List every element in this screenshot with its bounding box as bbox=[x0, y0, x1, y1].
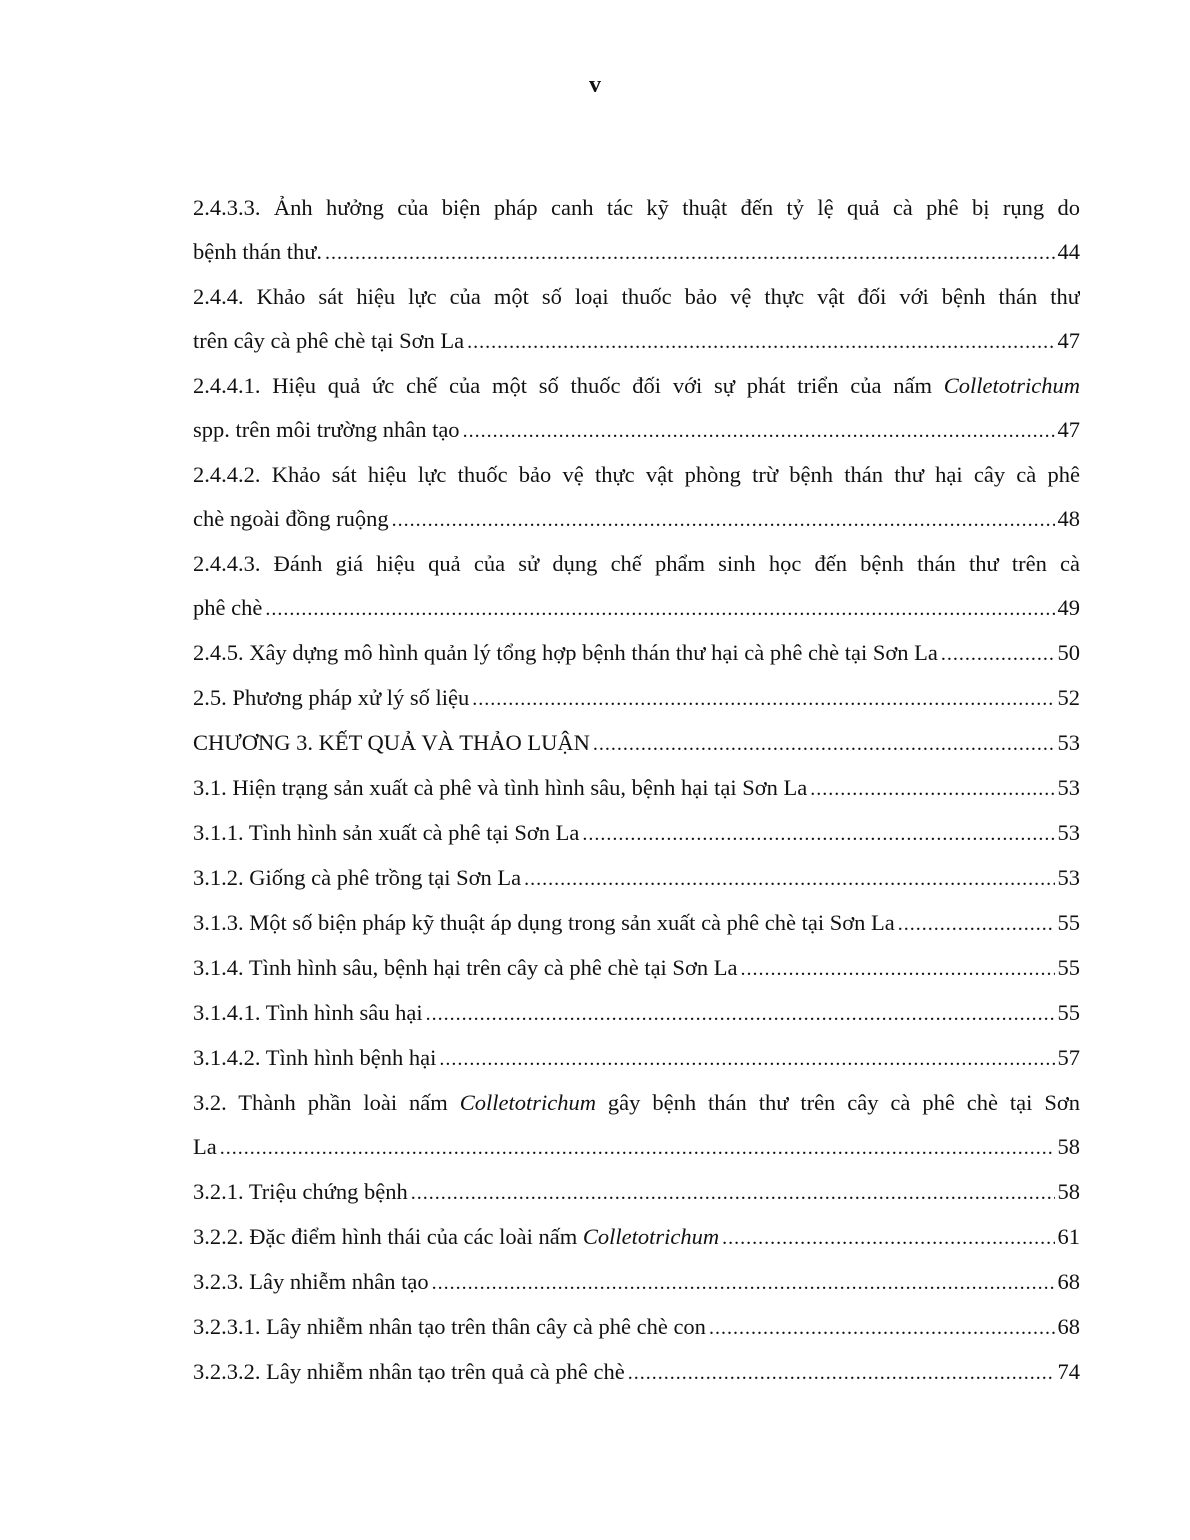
page-number: v bbox=[589, 72, 601, 98]
toc-entry[interactable] bbox=[193, 901, 1080, 946]
toc-entry-title-continuation: trên cây cà phê chè tại Sơn La bbox=[193, 328, 465, 353]
dot-leader bbox=[582, 812, 1054, 856]
dot-leader bbox=[265, 587, 1054, 631]
toc-page-number: 55 bbox=[1057, 910, 1080, 935]
toc-entry-title-line: 2.4.4.3. Đánh giá hiệu quả của sử dụng chế phẩm sinh học đến bệnh thán thư trên cà bbox=[193, 551, 1080, 576]
toc-entry[interactable] bbox=[193, 542, 1080, 631]
dot-leader bbox=[426, 992, 1055, 1036]
dot-leader bbox=[593, 722, 1055, 766]
toc-entry[interactable] bbox=[193, 453, 1080, 542]
toc-entry[interactable] bbox=[193, 991, 1080, 1036]
toc-page-number: 50 bbox=[1057, 640, 1080, 665]
toc-entry-title: 2.4.5. Xây dựng mô hình quản lý tổng hợp bệnh thán thư hại cà phê chè tại Sơn La bbox=[193, 640, 938, 665]
dot-leader bbox=[432, 1261, 1055, 1305]
dot-leader bbox=[463, 409, 1055, 453]
toc-entry-title-line: 2.4.3.3. Ảnh hưởng của biện pháp canh tác kỹ thuật đến tỷ lệ quả cà phê bị rụng do bbox=[193, 195, 1080, 220]
toc-entry-title-continuation: La bbox=[193, 1134, 217, 1159]
toc-entry[interactable] bbox=[193, 721, 1080, 766]
toc-entry[interactable] bbox=[193, 766, 1080, 811]
dot-leader bbox=[439, 1037, 1054, 1081]
toc-page-number: 58 bbox=[1057, 1134, 1080, 1159]
toc-entry-title: 3.1.2. Giống cà phê trồng tại Sơn La bbox=[193, 865, 522, 890]
toc-entry-title: 3.2.3.1. Lây nhiễm nhân tạo trên thân cây cà phê chè con bbox=[193, 1314, 706, 1339]
toc-entry[interactable] bbox=[193, 1215, 1080, 1260]
toc-entry-title-line: 2.4.4. Khảo sát hiệu lực của một số loại thuốc bảo vệ thực vật đối với bệnh thán thư bbox=[193, 284, 1080, 309]
dot-leader bbox=[472, 677, 1054, 721]
toc-entry-title: 3.1.4.1. Tình hình sâu hại bbox=[193, 1000, 423, 1025]
toc-title-italic: Colletotrichum bbox=[943, 373, 1080, 398]
toc-entry[interactable] bbox=[193, 1036, 1080, 1081]
toc-page-number: 44 bbox=[1057, 239, 1080, 264]
toc-title-text: gây bệnh thán thư trên cây cà phê chè tại Sơn bbox=[607, 1090, 1080, 1115]
toc-title-text: 3.2.2. Đặc điểm hình thái của các loài nấm bbox=[193, 1224, 578, 1249]
toc-title-text: 2.4.4.1. Hiệu quả ức chế của một số thuốc đối với sự phát triển của nấm bbox=[193, 373, 932, 398]
toc-entry[interactable] bbox=[193, 1305, 1080, 1350]
toc-entry[interactable] bbox=[193, 1260, 1080, 1305]
dot-leader bbox=[709, 1306, 1055, 1350]
toc-page-number: 53 bbox=[1057, 820, 1080, 845]
toc-entry[interactable] bbox=[193, 1170, 1080, 1215]
toc-page-number: 68 bbox=[1057, 1269, 1080, 1294]
dot-leader bbox=[325, 231, 1054, 275]
dot-leader bbox=[467, 320, 1054, 364]
table-of-contents bbox=[193, 186, 1080, 1395]
toc-title-italic: Colletotrichum bbox=[582, 1224, 720, 1249]
dot-leader bbox=[722, 1216, 1054, 1260]
toc-entry[interactable] bbox=[193, 631, 1080, 676]
toc-entry-title bbox=[193, 1215, 719, 1259]
toc-entry-title: 2.5. Phương pháp xử lý số liệu bbox=[193, 685, 470, 710]
toc-entry[interactable] bbox=[193, 811, 1080, 856]
toc-title-italic: Colletotrichum bbox=[459, 1090, 596, 1115]
toc-entry-title: 3.1.1. Tình hình sản xuất cà phê tại Sơn La bbox=[193, 820, 580, 845]
toc-entry-title-continuation: bệnh thán thư. bbox=[193, 239, 323, 264]
toc-page-number: 48 bbox=[1057, 506, 1080, 531]
toc-page-number: 74 bbox=[1057, 1359, 1080, 1384]
dot-leader bbox=[941, 632, 1055, 676]
toc-title-text: 3.2. Thành phần loài nấm bbox=[193, 1090, 448, 1115]
toc-entry-title: 3.2.3. Lây nhiễm nhân tạo bbox=[193, 1269, 429, 1294]
toc-entry-title-continuation: chè ngoài đồng ruộng bbox=[193, 506, 389, 531]
toc-entry[interactable] bbox=[193, 856, 1080, 901]
toc-entry-title-line: 2.4.4.2. Khảo sát hiệu lực thuốc bảo vệ thực vật phòng trừ bệnh thán thư hại cây cà phê bbox=[193, 462, 1080, 487]
toc-page-number: 57 bbox=[1057, 1045, 1080, 1070]
toc-page-number: 47 bbox=[1057, 417, 1080, 442]
toc-page-number: 52 bbox=[1057, 685, 1080, 710]
toc-page-number: 53 bbox=[1057, 865, 1080, 890]
dot-leader bbox=[898, 902, 1055, 946]
dot-leader bbox=[524, 857, 1054, 901]
toc-entry-title-continuation: spp. trên môi trường nhân tạo bbox=[193, 417, 460, 442]
toc-entry[interactable] bbox=[193, 364, 1080, 453]
toc-entry[interactable] bbox=[193, 676, 1080, 721]
toc-entry[interactable] bbox=[193, 1350, 1080, 1395]
toc-entry-title: 3.1.4.2. Tình hình bệnh hại bbox=[193, 1045, 437, 1070]
toc-page-number: 55 bbox=[1057, 1000, 1080, 1025]
dot-leader bbox=[220, 1126, 1055, 1170]
toc-entry-title-continuation: phê chè bbox=[193, 595, 263, 620]
toc-page-number: 55 bbox=[1057, 955, 1080, 980]
dot-leader bbox=[810, 767, 1054, 811]
toc-entry-title: 3.1.4. Tình hình sâu, bệnh hại trên cây cà phê chè tại Sơn La bbox=[193, 955, 738, 980]
toc-entry-title: 3.2.3.2. Lây nhiễm nhân tạo trên quả cà phê chè bbox=[193, 1359, 625, 1384]
dot-leader bbox=[411, 1171, 1055, 1215]
toc-entry[interactable] bbox=[193, 275, 1080, 364]
toc-entry-title: 3.2.1. Triệu chứng bệnh bbox=[193, 1179, 408, 1204]
dot-leader bbox=[392, 498, 1055, 542]
toc-page-number: 61 bbox=[1057, 1224, 1080, 1249]
dot-leader bbox=[628, 1351, 1055, 1395]
toc-entry-title-line bbox=[193, 1081, 1080, 1125]
toc-entry[interactable] bbox=[193, 946, 1080, 991]
toc-entry-title: 3.1. Hiện trạng sản xuất cà phê và tình hình sâu, bệnh hại tại Sơn La bbox=[193, 775, 808, 800]
toc-entry[interactable] bbox=[193, 186, 1080, 275]
toc-entry-title: 3.1.3. Một số biện pháp kỹ thuật áp dụng trong sản xuất cà phê chè tại Sơn La bbox=[193, 910, 895, 935]
toc-entry[interactable] bbox=[193, 1081, 1080, 1170]
toc-page-number: 53 bbox=[1057, 775, 1080, 800]
toc-entry-title-line bbox=[193, 364, 1080, 408]
toc-page-number: 47 bbox=[1057, 328, 1080, 353]
dot-leader bbox=[740, 947, 1054, 991]
toc-page-number: 58 bbox=[1057, 1179, 1080, 1204]
toc-page-number: 49 bbox=[1057, 595, 1080, 620]
toc-entry-title: CHƯƠNG 3. KẾT QUẢ VÀ THẢO LUẬN bbox=[193, 730, 590, 755]
toc-page-number: 68 bbox=[1057, 1314, 1080, 1339]
toc-page-number: 53 bbox=[1057, 730, 1080, 755]
